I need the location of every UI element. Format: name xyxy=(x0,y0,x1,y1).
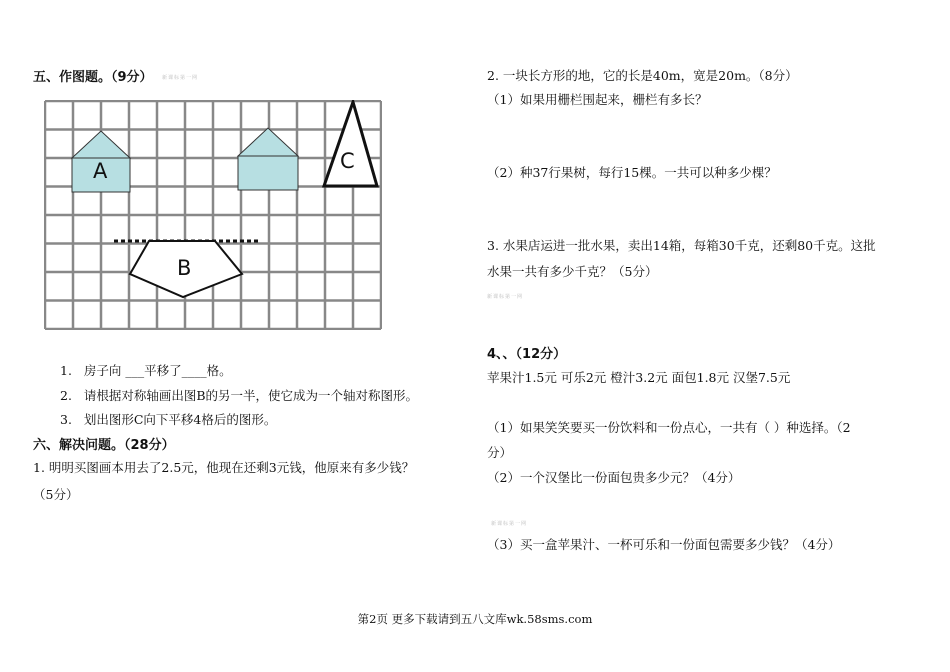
question-4-sub1-cont: 分） xyxy=(487,445,513,460)
house-translated-body xyxy=(238,156,298,190)
task-2 xyxy=(60,386,418,404)
section-5-title: 五、作图题。（9分） xyxy=(33,70,153,85)
house-a-roof xyxy=(72,131,130,158)
page-footer: 第2页 更多下载请到五八文库wk.58sms.com xyxy=(357,612,593,626)
question-2-sub2: （2）种37行果树，每行15棵。一共可以种多少棵？ xyxy=(487,165,777,180)
task-3-text: 划出图形C向下平移4格后的图形。 xyxy=(83,412,277,427)
question-3-line1: 3. 水果店运进一批水果，卖出14箱，每箱30千克，还剩80千克。这批 xyxy=(487,238,876,253)
watermark: 新课标第一网 xyxy=(162,75,199,81)
grid-lines xyxy=(45,101,381,329)
task-2-num: 2. xyxy=(60,388,72,403)
task-1-num: 1. xyxy=(60,363,72,378)
section-6-title: 六、解决问题。（28分） xyxy=(33,438,175,453)
label-a: A xyxy=(93,159,108,183)
grid-svg xyxy=(44,100,382,330)
task-3-num: 3. xyxy=(60,412,72,427)
task-1 xyxy=(60,361,232,379)
task-1-text: 房子向 ___平移了____格。 xyxy=(83,363,232,378)
question-4-prices: 苹果汁1.5元 可乐2元 橙汁3.2元 面包1.8元 汉堡7.5元 xyxy=(487,370,791,385)
question-4-sub2: （2）一个汉堡比一份面包贵多少元？（4分） xyxy=(487,470,741,485)
watermark: 新课标第一网 xyxy=(487,294,524,300)
triangle-c xyxy=(324,102,377,186)
watermark: 新课标第一网 xyxy=(491,521,528,527)
task-3 xyxy=(60,410,276,428)
question-2-title: 2. 一块长方形的地，它的长是40m，宽是20m。（8分） xyxy=(487,68,798,83)
question-3-line2: 水果一共有多少千克？（5分） xyxy=(487,264,658,279)
question-1-line1: 1. 明明买图画本用去了2.5元，他现在还剩3元钱，他原来有多少钱？ xyxy=(33,460,415,475)
question-4-title: 4、、（12分） xyxy=(487,347,567,362)
question-4-sub1: （1）如果笑笑要买一份饮料和一份点心，一共有（ ）种选择。（2 xyxy=(487,420,851,435)
drawing-grid-figure xyxy=(44,100,382,330)
label-b: B xyxy=(177,256,192,280)
question-2-sub1: （1）如果用栅栏围起来，栅栏有多长？ xyxy=(487,92,708,107)
house-translated-roof xyxy=(238,128,298,156)
label-c: C xyxy=(340,149,355,173)
task-2-text: 请根据对称轴画出图B的另一半，使它成为一个轴对称图形。 xyxy=(83,388,419,403)
question-4-sub3: （3）买一盒苹果汁、一杯可乐和一份面包需要多少钱？（4分） xyxy=(487,537,841,552)
question-1-line2: （5分） xyxy=(33,487,79,502)
